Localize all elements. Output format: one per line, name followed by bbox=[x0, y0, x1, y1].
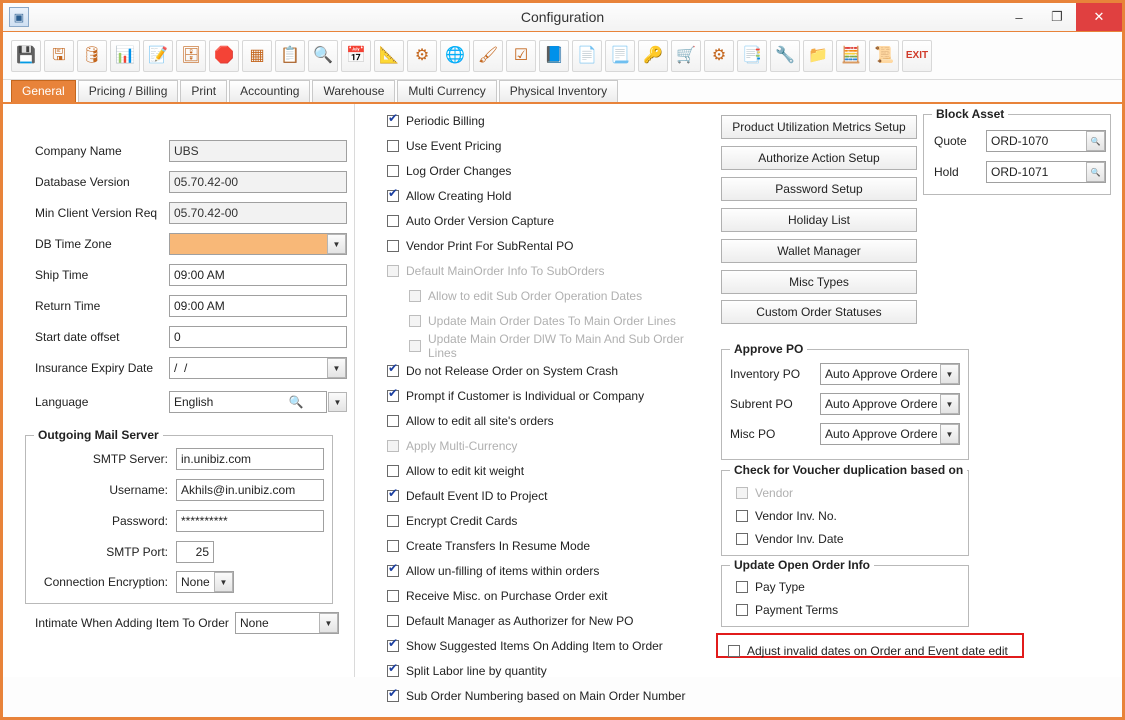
checkbox-label: Sub Order Numbering based on Main Order Number bbox=[406, 688, 686, 703]
wallet-manager-button[interactable] bbox=[721, 239, 917, 263]
checkbox-box[interactable] bbox=[387, 240, 399, 252]
checkbox-label: Create Transfers In Resume Mode bbox=[406, 538, 591, 553]
tab-accounting[interactable]: Accounting bbox=[229, 80, 310, 102]
checkbox-box[interactable] bbox=[387, 390, 399, 402]
window-buttons bbox=[1000, 3, 1122, 31]
checkbox-receive-misc-on-purchase-order-exit[interactable] bbox=[387, 583, 707, 608]
checkbox-auto-order-version-capture[interactable] bbox=[387, 208, 707, 233]
checkbox-label: Split Labor line by quantity bbox=[406, 663, 547, 678]
checkbox-box bbox=[736, 487, 748, 499]
checkbox-box[interactable] bbox=[728, 645, 740, 657]
field-database-version bbox=[35, 171, 347, 193]
report-icon[interactable] bbox=[275, 40, 305, 72]
export-excel-icon[interactable] bbox=[110, 40, 140, 72]
alert-icon[interactable] bbox=[77, 40, 107, 72]
save-glyph: 💾 bbox=[16, 46, 36, 64]
save-all-icon[interactable] bbox=[44, 40, 74, 72]
checkbox-label: Allow un-filling of items within orders bbox=[406, 563, 600, 578]
database-version-input[interactable] bbox=[169, 171, 347, 193]
database-icon[interactable] bbox=[176, 40, 206, 72]
checkbox-box[interactable] bbox=[387, 190, 399, 202]
cart-glyph: 🛒 bbox=[676, 46, 696, 64]
checkbox-box[interactable] bbox=[736, 510, 748, 522]
inventory-po-label: Inventory PO bbox=[730, 367, 801, 381]
field-start-date-offset bbox=[35, 326, 347, 348]
checkbox-log-order-changes[interactable] bbox=[387, 158, 707, 183]
checkbox-update-main-order-dlw bbox=[387, 333, 707, 358]
db-time-zone-label: DB Time Zone bbox=[35, 237, 112, 251]
button-label: Product Utilization Metrics Setup bbox=[732, 120, 906, 134]
inventory-po-input[interactable] bbox=[820, 363, 960, 385]
field-language bbox=[35, 391, 342, 413]
save-all-glyph: 🖫 bbox=[52, 46, 66, 64]
checkbox-default-mainorder-info-to-suborders bbox=[387, 258, 707, 283]
update-open-order-info-group bbox=[721, 558, 969, 627]
checkbox-payment-terms[interactable] bbox=[736, 597, 838, 622]
checkbox-label: Prompt if Customer is Individual or Company bbox=[406, 388, 645, 403]
globe-icon[interactable] bbox=[440, 40, 470, 72]
checkbox-box bbox=[387, 440, 399, 452]
username-input[interactable] bbox=[176, 479, 324, 501]
outgoing-mail-server-legend: Outgoing Mail Server bbox=[34, 428, 163, 442]
measure-icon[interactable] bbox=[374, 40, 404, 72]
tab-bar bbox=[3, 80, 1122, 104]
folder-glyph: 📁 bbox=[808, 46, 828, 64]
tab-print[interactable]: Print bbox=[180, 80, 227, 102]
connection-encryption-combo[interactable] bbox=[176, 571, 234, 593]
checkbox-pay-type[interactable] bbox=[736, 574, 805, 599]
paint-glyph: 🖌 bbox=[477, 46, 499, 64]
subrent-po-label: Subrent PO bbox=[730, 397, 793, 411]
update-open-order-info-legend: Update Open Order Info bbox=[730, 558, 874, 572]
tab-physical-inventory[interactable]: Physical Inventory bbox=[499, 80, 618, 102]
checkbox-box[interactable] bbox=[387, 640, 399, 652]
chevron-down-icon[interactable]: ▼ bbox=[940, 394, 959, 414]
check-list-icon[interactable] bbox=[506, 40, 536, 72]
exit-icon[interactable] bbox=[902, 40, 932, 72]
checkbox-allow-creating-hold[interactable] bbox=[387, 183, 707, 208]
toolbar bbox=[3, 32, 1122, 80]
checkbox-voucher-vendor-inv-date[interactable] bbox=[736, 526, 844, 551]
button-label: Wallet Manager bbox=[777, 244, 861, 258]
check-list-glyph: ☑ bbox=[513, 46, 529, 64]
close-button[interactable]: ✕ bbox=[1076, 3, 1122, 31]
connection-encryption-label: Connection Encryption: bbox=[43, 575, 168, 589]
measure-glyph: 📐 bbox=[379, 46, 399, 64]
checkbox-label: Log Order Changes bbox=[406, 163, 512, 178]
book-icon[interactable] bbox=[539, 40, 569, 72]
chevron-down-icon[interactable]: ▼ bbox=[214, 572, 233, 592]
paint-icon[interactable] bbox=[473, 40, 503, 72]
field-connection-encryption bbox=[36, 571, 234, 593]
voucher-duplication-legend: Check for Voucher duplication based on bbox=[730, 463, 967, 477]
checkbox-box[interactable] bbox=[387, 115, 399, 127]
script-icon[interactable] bbox=[869, 40, 899, 72]
chevron-down-icon[interactable]: ▼ bbox=[328, 392, 347, 412]
settings-glyph: ⚙ bbox=[414, 46, 430, 64]
checkbox-label: Default MainOrder Info To SubOrders bbox=[406, 263, 605, 278]
field-intimate-when-adding-item bbox=[35, 612, 339, 634]
outgoing-mail-server-group bbox=[25, 428, 333, 604]
search-icon[interactable]: 🔍 bbox=[1086, 162, 1105, 182]
checkbox-box[interactable] bbox=[387, 615, 399, 627]
exit-glyph: EXIT bbox=[905, 49, 929, 61]
right-column bbox=[710, 104, 1122, 677]
checkbox-box bbox=[409, 315, 421, 327]
checkbox-label: Receive Misc. on Purchase Order exit bbox=[406, 588, 608, 603]
checkbox-box bbox=[409, 290, 421, 302]
globe-glyph: 🌐 bbox=[445, 46, 465, 64]
options-checkbox-list bbox=[387, 108, 707, 708]
ship-time-label: Ship Time bbox=[35, 268, 89, 282]
user-find-icon[interactable] bbox=[308, 40, 338, 72]
checkbox-label: Allow to edit kit weight bbox=[406, 463, 525, 478]
button-label: Authorize Action Setup bbox=[758, 151, 880, 165]
password-setup-button[interactable] bbox=[721, 177, 917, 201]
checkbox-label: Adjust invalid dates on Order and Event date edit bbox=[747, 643, 1008, 658]
maximize-button[interactable]: ❐ bbox=[1051, 9, 1063, 24]
checkbox-label: Vendor Print For SubRental PO bbox=[406, 238, 574, 253]
gear-doc-icon[interactable] bbox=[704, 40, 734, 72]
db-time-zone-combo[interactable] bbox=[169, 233, 347, 255]
checkbox-do-not-release-order-on-system-crash[interactable] bbox=[387, 358, 707, 383]
grid-icon[interactable] bbox=[242, 40, 272, 72]
book-glyph: 📘 bbox=[544, 46, 564, 64]
middle-column bbox=[355, 104, 710, 703]
grid-glyph: ▦ bbox=[249, 46, 265, 64]
checkbox-label: Do not Release Order on System Crash bbox=[406, 363, 619, 378]
insurance-expiry-date-label: Insurance Expiry Date bbox=[35, 361, 154, 375]
checkbox-box[interactable] bbox=[736, 604, 748, 616]
language-label: Language bbox=[35, 395, 89, 409]
checkbox-box[interactable] bbox=[387, 490, 399, 502]
database-version-label: Database Version bbox=[35, 175, 130, 189]
checkbox-label: Show Suggested Items On Adding Item to Order bbox=[406, 638, 663, 653]
field-misc-po bbox=[730, 423, 960, 445]
general-tab-panel bbox=[3, 104, 1122, 703]
checkbox-box[interactable] bbox=[736, 581, 748, 593]
database-glyph: 🗄 bbox=[180, 46, 202, 64]
subrent-po-combo[interactable] bbox=[820, 393, 960, 415]
minimize-button[interactable]: – bbox=[1015, 9, 1023, 25]
checkbox-create-transfers-in-resume-mode[interactable] bbox=[387, 533, 707, 558]
subrent-po-input[interactable] bbox=[820, 393, 960, 415]
field-smtp-server bbox=[36, 448, 324, 470]
checkbox-allow-edit-sub-order-operation-dates bbox=[387, 283, 707, 308]
checkbox-allow-to-edit-all-sites-orders[interactable] bbox=[387, 408, 707, 433]
checkbox-label: Allow Creating Hold bbox=[406, 188, 512, 203]
button-label: Password Setup bbox=[775, 182, 863, 196]
checkbox-label: Pay Type bbox=[755, 579, 805, 594]
inventory-po-combo[interactable] bbox=[820, 363, 960, 385]
cart-icon[interactable] bbox=[671, 40, 701, 72]
checkbox-box[interactable] bbox=[387, 565, 399, 577]
checkbox-voucher-vendor-inv-no[interactable] bbox=[736, 503, 837, 528]
ship-time-input[interactable] bbox=[169, 264, 347, 286]
checkbox-voucher-vendor bbox=[736, 480, 793, 505]
search-icon[interactable]: 🔍 bbox=[288, 395, 304, 409]
checkbox-box[interactable] bbox=[387, 515, 399, 527]
checkbox-label: Vendor Inv. No. bbox=[755, 508, 837, 523]
button-label: Misc Types bbox=[789, 275, 849, 289]
tools-icon[interactable] bbox=[770, 40, 800, 72]
gear-doc-glyph: ⚙ bbox=[711, 46, 727, 64]
checkbox-label: Encrypt Credit Cards bbox=[406, 513, 518, 528]
min-client-version-label: Min Client Version Req bbox=[35, 206, 158, 220]
checkbox-sub-order-numbering-based-on-main-order-number[interactable] bbox=[387, 683, 707, 708]
checkbox-box[interactable] bbox=[387, 665, 399, 677]
field-block-asset-quote bbox=[934, 130, 1106, 152]
adjust-invalid-dates-highlight bbox=[716, 633, 1024, 658]
key-glyph: 🔑 bbox=[643, 46, 663, 64]
block-asset-legend: Block Asset bbox=[932, 107, 1008, 121]
checkbox-label: Periodic Billing bbox=[406, 113, 485, 128]
checkbox-label: Update Main Order Dates To Main Order Lines bbox=[428, 313, 676, 328]
checkbox-allow-unfilling-of-items-within-orders[interactable] bbox=[387, 558, 707, 583]
approve-po-legend: Approve PO bbox=[730, 342, 807, 356]
checkbox-update-main-order-dates-to-main-order-lines bbox=[387, 308, 707, 333]
checkbox-adjust-invalid-dates[interactable] bbox=[728, 638, 1008, 663]
insurance-expiry-date-input[interactable] bbox=[169, 357, 347, 379]
field-ship-time bbox=[35, 264, 347, 286]
calendar-icon[interactable] bbox=[341, 40, 371, 72]
chevron-down-icon[interactable]: ▼ bbox=[327, 358, 346, 378]
holiday-list-button[interactable] bbox=[721, 208, 917, 232]
checkbox-apply-multi-currency bbox=[387, 433, 707, 458]
checkbox-vendor-print-for-subrental-po[interactable] bbox=[387, 233, 707, 258]
chevron-down-icon[interactable]: ▼ bbox=[940, 424, 959, 444]
settings-icon[interactable] bbox=[407, 40, 437, 72]
return-time-label: Return Time bbox=[35, 299, 101, 313]
field-password bbox=[36, 510, 324, 532]
smtp-port-input[interactable] bbox=[176, 541, 214, 563]
window-title: Configuration bbox=[520, 9, 605, 25]
checkbox-label: Apply Multi-Currency bbox=[406, 438, 518, 453]
field-min-client-version bbox=[35, 202, 347, 224]
left-column bbox=[3, 104, 355, 677]
checkbox-label: Update Main Order DlW To Main And Sub Order Lines bbox=[428, 331, 684, 360]
smtp-server-input[interactable] bbox=[176, 448, 324, 470]
misc-types-button[interactable] bbox=[721, 270, 917, 294]
authorize-action-setup-button[interactable] bbox=[721, 146, 917, 170]
edit-glyph: 📝 bbox=[148, 46, 168, 64]
start-date-offset-input[interactable] bbox=[169, 326, 347, 348]
checkbox-box[interactable] bbox=[387, 140, 399, 152]
intimate-label: Intimate When Adding Item To Order bbox=[35, 616, 229, 630]
calculator-glyph: 🧮 bbox=[841, 46, 861, 64]
tab-multi-currency[interactable]: Multi Currency bbox=[397, 80, 496, 102]
checkbox-box[interactable] bbox=[387, 540, 399, 552]
clipboard-icon[interactable] bbox=[737, 40, 767, 72]
edit-icon[interactable] bbox=[143, 40, 173, 72]
field-subrent-po bbox=[730, 393, 960, 415]
button-label: Holiday List bbox=[787, 213, 851, 227]
approve-po-group bbox=[721, 342, 969, 460]
checkbox-box[interactable] bbox=[387, 465, 399, 477]
chevron-down-icon[interactable]: ▼ bbox=[940, 364, 959, 384]
save-icon[interactable] bbox=[11, 40, 41, 72]
voucher-duplication-group bbox=[721, 463, 969, 556]
field-return-time bbox=[35, 295, 347, 317]
misc-po-combo[interactable] bbox=[820, 423, 960, 445]
misc-po-label: Misc PO bbox=[730, 427, 776, 441]
stop-icon[interactable] bbox=[209, 40, 239, 72]
min-client-version-input[interactable] bbox=[169, 202, 347, 224]
insurance-expiry-date-combo[interactable] bbox=[169, 357, 347, 379]
checkbox-use-event-pricing[interactable] bbox=[387, 133, 707, 158]
company-name-label: Company Name bbox=[35, 144, 122, 158]
password-label: Password: bbox=[111, 514, 168, 528]
checkbox-label: Payment Terms bbox=[755, 602, 839, 617]
field-block-asset-hold bbox=[934, 161, 1106, 183]
field-smtp-port bbox=[36, 541, 214, 563]
custom-order-statuses-button[interactable] bbox=[721, 300, 917, 324]
document-glyph: 📄 bbox=[577, 46, 597, 64]
checkbox-box[interactable] bbox=[387, 690, 399, 702]
hold-combo[interactable] bbox=[986, 161, 1106, 183]
calculator-icon[interactable] bbox=[836, 40, 866, 72]
tab-general[interactable]: General bbox=[11, 80, 76, 102]
checkbox-box bbox=[409, 340, 421, 352]
checkbox-split-labor-line-by-quantity[interactable] bbox=[387, 658, 707, 683]
user-find-glyph: 🔍 bbox=[313, 46, 333, 64]
field-insurance-expiry-date bbox=[35, 357, 347, 379]
company-name-input[interactable] bbox=[169, 140, 347, 162]
key-icon[interactable] bbox=[638, 40, 668, 72]
checkbox-label: Allow to edit Sub Order Operation Dates bbox=[428, 288, 643, 303]
quote-combo[interactable] bbox=[986, 130, 1106, 152]
checkbox-default-event-id-to-project[interactable] bbox=[387, 483, 707, 508]
language-combo[interactable] bbox=[169, 391, 342, 413]
checkbox-label: Vendor Inv. Date bbox=[755, 531, 844, 546]
tools-glyph: 🔧 bbox=[775, 46, 795, 64]
hold-label: Hold bbox=[934, 165, 959, 179]
checkbox-prompt-if-customer-is-individual-or-company[interactable] bbox=[387, 383, 707, 408]
stop-glyph: 🛑 bbox=[214, 46, 234, 64]
return-time-input[interactable] bbox=[169, 295, 347, 317]
password-input[interactable] bbox=[176, 510, 324, 532]
checkbox-box[interactable] bbox=[387, 165, 399, 177]
report-glyph: 📋 bbox=[280, 46, 300, 64]
search-icon[interactable]: 🔍 bbox=[1086, 131, 1105, 151]
folder-icon[interactable] bbox=[803, 40, 833, 72]
checkbox-box[interactable] bbox=[387, 215, 399, 227]
document-icon[interactable] bbox=[572, 40, 602, 72]
intimate-combo[interactable] bbox=[235, 612, 339, 634]
checkbox-allow-to-edit-kit-weight[interactable] bbox=[387, 458, 707, 483]
checkbox-show-suggested-items-on-adding-item-to-order[interactable] bbox=[387, 633, 707, 658]
checkbox-label: Vendor bbox=[755, 485, 794, 500]
checkbox-label: Auto Order Version Capture bbox=[406, 213, 555, 228]
checkbox-label: Default Manager as Authorizer for New PO bbox=[406, 613, 634, 628]
checkbox-label: Allow to edit all site's orders bbox=[406, 413, 554, 428]
alert-glyph: 🛢 bbox=[81, 46, 103, 64]
field-company-name bbox=[35, 140, 347, 162]
app-window-icon: ▣ bbox=[9, 7, 29, 27]
checkbox-box[interactable] bbox=[736, 533, 748, 545]
tab-pricing-billing[interactable]: Pricing / Billing bbox=[78, 80, 179, 102]
chevron-down-icon[interactable]: ▼ bbox=[327, 234, 346, 254]
checkbox-default-manager-as-authorizer-for-new-po[interactable] bbox=[387, 608, 707, 633]
checkbox-box bbox=[387, 265, 399, 277]
block-asset-group bbox=[923, 107, 1111, 195]
smtp-port-label: SMTP Port: bbox=[106, 545, 168, 559]
document-search-glyph: 📃 bbox=[610, 46, 630, 64]
smtp-server-label: SMTP Server: bbox=[92, 452, 168, 466]
field-username bbox=[36, 479, 324, 501]
export-excel-glyph: 📊 bbox=[115, 46, 135, 64]
document-search-icon[interactable] bbox=[605, 40, 635, 72]
calendar-glyph: 📅 bbox=[346, 46, 366, 64]
db-time-zone-input[interactable] bbox=[169, 233, 347, 255]
chevron-down-icon[interactable]: ▼ bbox=[319, 613, 338, 633]
product-utilization-metrics-setup-button[interactable] bbox=[721, 115, 917, 139]
start-date-offset-label: Start date offset bbox=[35, 330, 120, 344]
quote-label: Quote bbox=[934, 134, 967, 148]
field-db-time-zone bbox=[35, 233, 347, 255]
tab-warehouse[interactable]: Warehouse bbox=[312, 80, 395, 102]
script-glyph: 📜 bbox=[874, 46, 894, 64]
checkbox-label: Default Event ID to Project bbox=[406, 488, 548, 503]
field-inventory-po bbox=[730, 363, 960, 385]
username-label: Username: bbox=[109, 483, 168, 497]
checkbox-box[interactable] bbox=[387, 415, 399, 427]
checkbox-box[interactable] bbox=[387, 365, 399, 377]
misc-po-input[interactable] bbox=[820, 423, 960, 445]
title-bar bbox=[3, 3, 1122, 32]
checkbox-label: Use Event Pricing bbox=[406, 138, 502, 153]
clipboard-glyph: 📑 bbox=[742, 46, 762, 64]
checkbox-box[interactable] bbox=[387, 590, 399, 602]
button-label: Custom Order Statuses bbox=[756, 305, 882, 319]
checkbox-encrypt-credit-cards[interactable] bbox=[387, 508, 707, 533]
checkbox-periodic-billing[interactable] bbox=[387, 108, 707, 133]
